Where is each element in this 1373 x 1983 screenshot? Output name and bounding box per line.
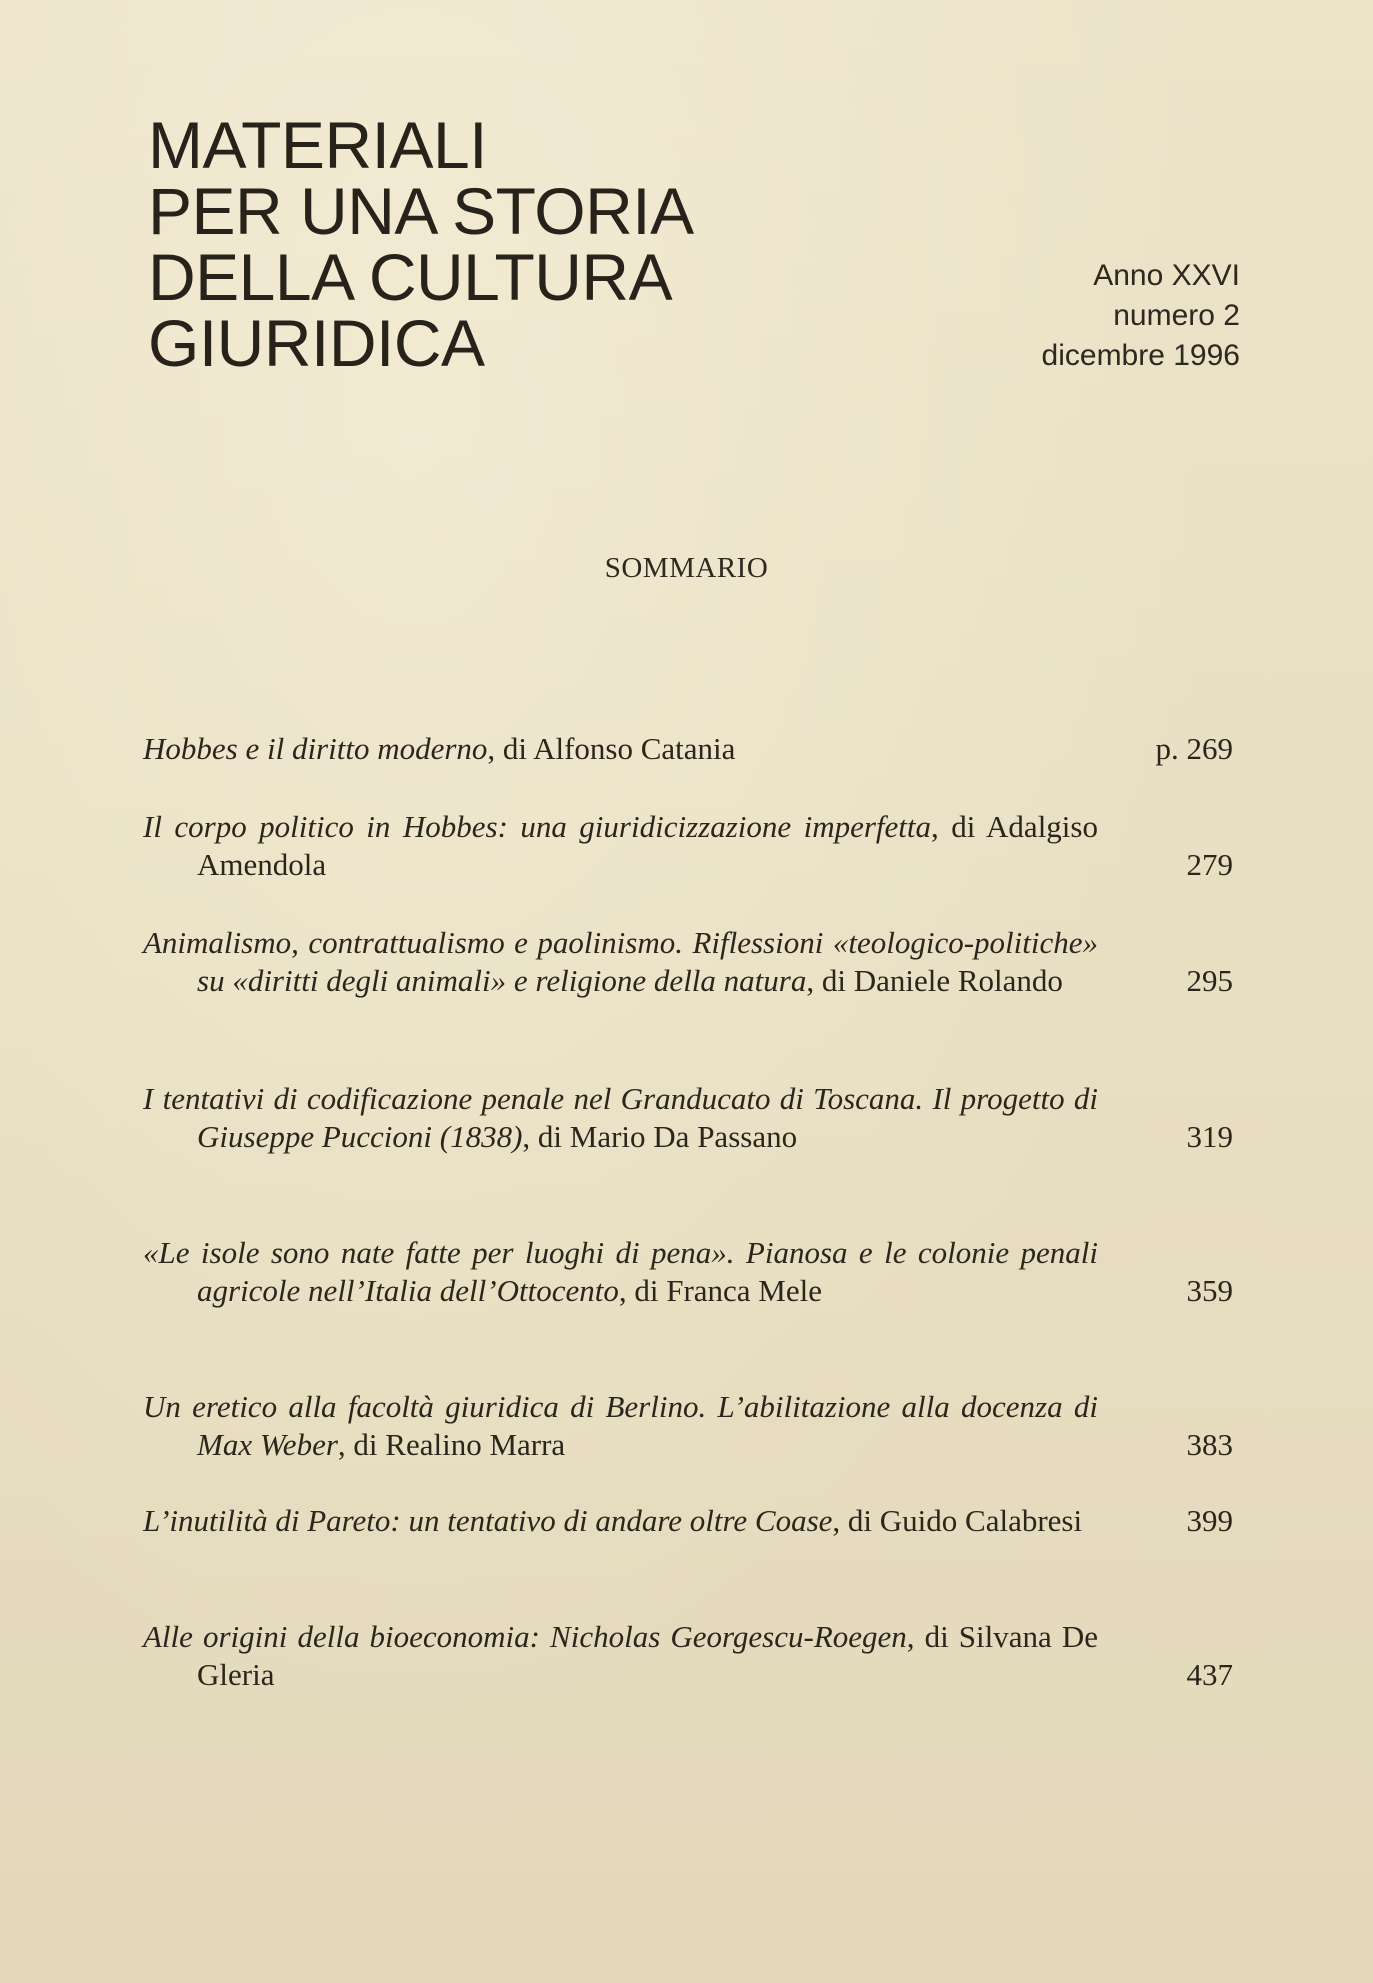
toc-entry-text bbox=[143, 1234, 1098, 1310]
toc-entry bbox=[143, 730, 1233, 768]
toc-entry bbox=[143, 808, 1233, 884]
toc-entry bbox=[143, 1618, 1233, 1694]
toc-entry-author: , di Daniele Rolando bbox=[806, 963, 1063, 998]
contents-heading: SOMMARIO bbox=[604, 552, 769, 584]
toc-entry-author: , di Realino Marra bbox=[337, 1427, 566, 1462]
toc-entry-page: 399 bbox=[1186, 1503, 1233, 1538]
toc-entry-page: 437 bbox=[1186, 1657, 1233, 1692]
issue-date: dicembre 1996 bbox=[1041, 339, 1240, 372]
toc-entry-page: 319 bbox=[1186, 1119, 1233, 1154]
toc-entry-text bbox=[143, 1618, 1098, 1694]
toc-entry bbox=[143, 1388, 1233, 1464]
issue-year: Anno XXVI bbox=[1093, 259, 1240, 292]
toc-entry-text bbox=[143, 1388, 1098, 1464]
toc-entry-text bbox=[143, 924, 1098, 1000]
toc-entry-page: 279 bbox=[1186, 847, 1233, 882]
toc-entry-title: «Le isole sono nate fatte per luoghi di pena». Pianosa e le colonie penali agricole nell’Italia dell’Ottocento bbox=[143, 1235, 1098, 1308]
toc-entry-title: Un eretico alla facoltà giuridica di Berlino. L’abilitazione alla docenza di Max Weber bbox=[143, 1389, 1098, 1462]
toc-entry-page: p. 269 bbox=[1155, 731, 1233, 766]
issue-number: numero 2 bbox=[1113, 299, 1240, 332]
journal-title-line-4: GIURIDICA bbox=[148, 306, 485, 380]
toc-entry bbox=[143, 1080, 1233, 1156]
toc-entry-text bbox=[143, 1080, 1098, 1156]
toc-entry bbox=[143, 1502, 1233, 1540]
toc-entry-author: , di Silvana De Gleria bbox=[197, 1619, 1098, 1692]
toc-entry-author: , di Alfonso Catania bbox=[487, 731, 736, 766]
toc-entry-author: , di Mario Da Passano bbox=[522, 1119, 798, 1154]
toc-entry-author: , di Adalgiso Amendola bbox=[197, 809, 1098, 882]
toc-entry-title: Animalismo, contrattualismo e paolinismo. Riflessioni «teologico-politiche» su «diritti degli animali» e religione della natura bbox=[143, 925, 1098, 998]
toc-entry-author: , di Guido Calabresi bbox=[832, 1503, 1083, 1538]
toc-entry-title: I tentativi di codificazione penale nel Granducato di Toscana. Il progetto di Giuseppe Puccioni (1838) bbox=[143, 1081, 1098, 1154]
toc-entry bbox=[143, 1234, 1233, 1310]
toc-entry-title: L’inutilità di Pareto: un tentativo di andare oltre Coase bbox=[143, 1503, 833, 1538]
toc-entry-title: Il corpo politico in Hobbes: una giuridicizzazione imperfetta bbox=[143, 809, 931, 844]
toc-entry-page: 383 bbox=[1186, 1427, 1233, 1462]
toc-entry-author: , di Franca Mele bbox=[618, 1273, 822, 1308]
journal-title bbox=[148, 108, 694, 380]
journal-title-line-3: DELLA CULTURA bbox=[148, 240, 673, 314]
issue-info bbox=[1042, 256, 1240, 376]
journal-title-line-1: MATERIALI bbox=[148, 108, 488, 182]
toc-entry-page: 295 bbox=[1186, 963, 1233, 998]
toc-entry-title: Alle origini della bioeconomia: Nicholas Georgescu-Roegen bbox=[143, 1619, 907, 1654]
toc-entry-text bbox=[143, 808, 1098, 884]
toc-entry-title: Hobbes e il diritto moderno bbox=[143, 731, 488, 766]
toc-entry-text bbox=[143, 730, 1098, 768]
toc-entry bbox=[143, 924, 1233, 1000]
toc-entry-page: 359 bbox=[1186, 1273, 1233, 1308]
toc-entry-text bbox=[143, 1502, 1098, 1540]
journal-title-line-2: PER UNA STORIA bbox=[148, 174, 694, 248]
